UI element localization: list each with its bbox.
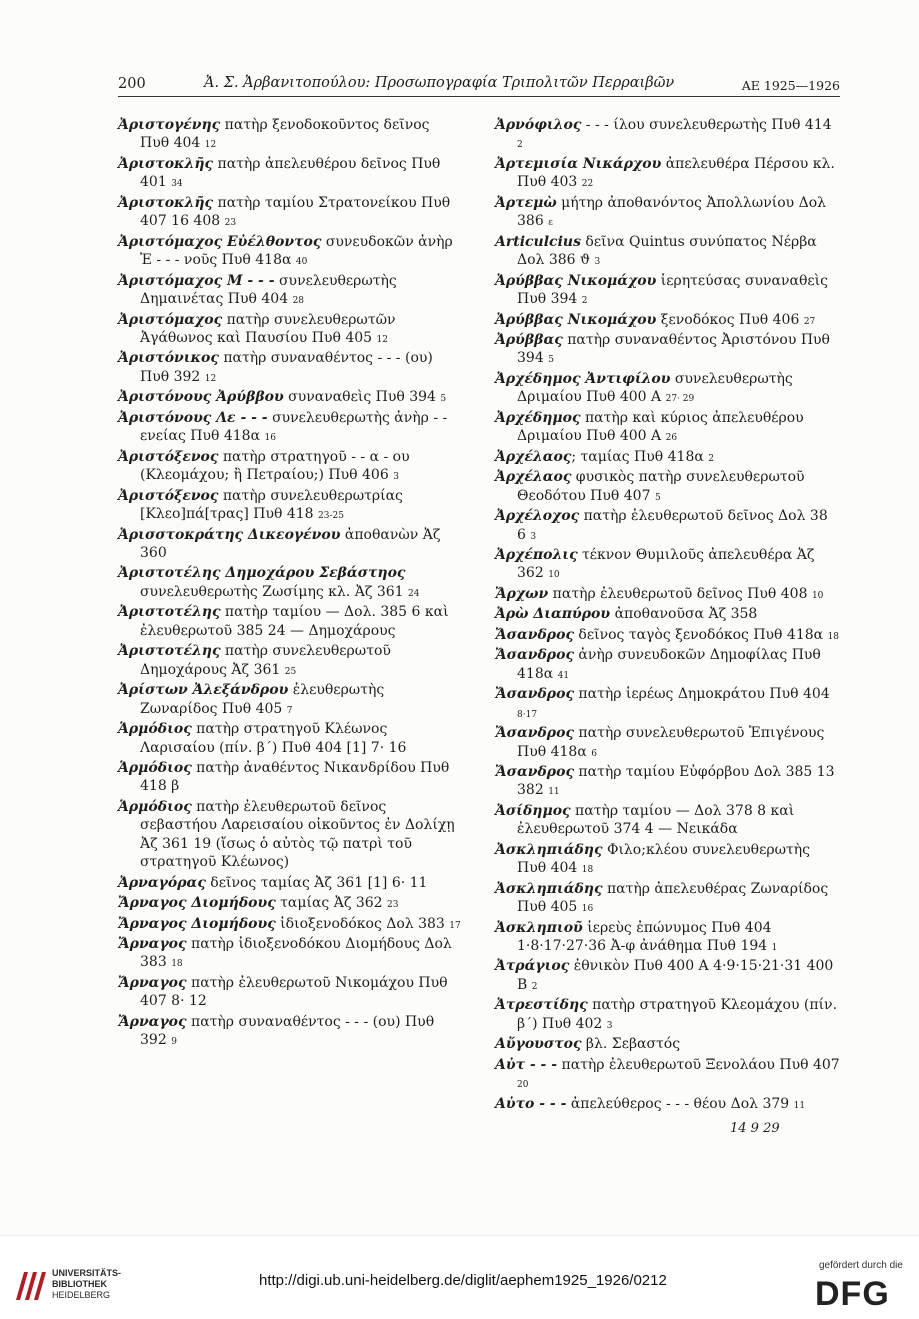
- entry-name: Ἀσκληπιοῦ: [495, 919, 583, 936]
- entry-name: Ἀριστόξενος: [118, 487, 219, 504]
- line-reference: 18: [581, 865, 594, 876]
- page-number: 200: [118, 76, 146, 92]
- index-entry: [495, 724, 840, 763]
- line-reference: 40: [295, 257, 308, 268]
- index-entry: [495, 841, 840, 880]
- line-reference: 3: [606, 1020, 613, 1031]
- entry-name: Ἁρμόδιος: [118, 759, 192, 776]
- entry-text: πατὴρ ταμίου — Δολ 378 8 καὶ ἐλευθερωτοῦ 374 4 — Νεικάδα: [517, 802, 795, 838]
- entry-text: μήτηρ ἀποθανόντος Ἀπολλωνίου Δολ 386: [517, 194, 827, 230]
- line-reference: 27: [803, 316, 816, 327]
- entry-name: Αὔγουστος: [495, 1036, 582, 1053]
- index-entry: [495, 507, 840, 546]
- entry-name: Ἁρμόδιος: [118, 798, 192, 815]
- line-reference: 9: [171, 1037, 177, 1048]
- index-entry: [495, 1095, 840, 1115]
- entry-name: Ἀρὼ Διαπύρου: [495, 606, 611, 623]
- index-entry: [495, 233, 840, 272]
- line-reference: 20: [517, 1080, 529, 1091]
- entry-text: πατὴρ συναναθέντος - - - (ου) Πυθ 392: [140, 350, 433, 385]
- entry-name: Ἀριστόνικος: [118, 350, 219, 367]
- index-entry: [118, 487, 463, 526]
- entry-text: πατὴρ ξενοδοκοῦντος δεῖνος Πυθ 404: [140, 117, 430, 152]
- entry-name: Ἀρναγόρας: [118, 874, 206, 891]
- entry-name: Ἄρναγος Διομήδους: [118, 895, 276, 912]
- index-entry: [118, 233, 463, 272]
- index-entry: [118, 974, 463, 1013]
- entry-name: Αὐτ - - -: [495, 1056, 558, 1073]
- entry-text: βλ. Σεβαστός: [581, 1036, 681, 1053]
- entry-text: πατὴρ καὶ κύριος ἀπελευθέρου Δριμαίου Πυθ 400 Α: [517, 409, 804, 445]
- index-entry: [495, 409, 840, 448]
- line-reference: 2: [517, 140, 523, 151]
- funding-note: gefördert durch die: [819, 1260, 903, 1271]
- entry-text: δεῖνα Quintus συνύπατος Νέρβα Δολ 386 ϑ: [517, 233, 817, 269]
- line-reference: 2: [531, 981, 538, 992]
- dfg-logo: DFG: [815, 1275, 890, 1313]
- source-url-link[interactable]: http://digi.ub.uni-heidelberg.de/diglit/aephem1925_1926/0212: [259, 1272, 667, 1289]
- index-entry: [495, 1056, 840, 1095]
- entry-text: φυσικὸς πατὴρ συνελευθερωτοῦ Θεοδότου Πυθ 407: [517, 469, 805, 504]
- entry-name: Ἀριστοτέλης: [118, 643, 221, 660]
- date-note: 14 9 29: [730, 1121, 780, 1136]
- entry-text: Φιλο;κλέου συνελευθερωτὴς Πυθ 404: [517, 841, 810, 877]
- journal-label: ΑΕ 1925—1926: [741, 78, 840, 93]
- line-reference: 6: [591, 748, 597, 759]
- line-reference: 28: [292, 296, 305, 307]
- line-reference: 3: [594, 257, 601, 268]
- line-reference: 23: [224, 218, 237, 229]
- entry-text: ἀποθανοῦσα Ἀζ 358: [610, 606, 758, 623]
- entry-text: συνελευθερωτὴς Ζωσίμης κλ. Ἀζ 361: [140, 583, 404, 600]
- entry-text: δεῖνος ταμίας Ἀζ 361 [1] 6· 11: [205, 874, 428, 891]
- entry-text: πατὴρ ἐλευθερωτοῦ Νικομάχου Πυθ 407 8· 12: [140, 974, 448, 1010]
- entry-name: Ἄσανδρος: [495, 725, 574, 742]
- index-entry: [118, 759, 463, 798]
- index-entry: [118, 272, 463, 311]
- entry-name: Ἀρτεμισία Νικάρχου: [495, 155, 662, 172]
- index-entry: [118, 526, 463, 565]
- right-column: [495, 116, 840, 1115]
- library-name: [52, 1268, 192, 1301]
- entry-name: Ἀριστοκλῆς: [118, 155, 214, 172]
- library-line: UNIVERSITÄTS-: [52, 1268, 122, 1278]
- entry-name: Ἀριστόμαχος: [118, 311, 223, 328]
- entry-name: Ἀριστόμαχος Μ - - -: [118, 272, 275, 289]
- entry-text: πατὴρ ἐλευθερωτοῦ δεῖνος Δολ 38 6: [517, 508, 828, 543]
- line-reference: 1: [771, 943, 778, 954]
- index-entry: [118, 194, 463, 233]
- line-reference: 12: [204, 373, 217, 384]
- index-entry: [118, 349, 463, 388]
- entry-name: Ἀριστοτέλης Δημοχάρου Σεβάστηος: [118, 565, 406, 582]
- entry-name: Ἄσανδρος: [495, 763, 574, 780]
- line-reference: 11: [548, 787, 560, 798]
- index-entry: [495, 1035, 840, 1055]
- line-reference: 25: [284, 666, 297, 677]
- entry-text: ἀνὴρ συνευδοκῶν Δημοφίλας Πυθ 418α: [517, 647, 821, 682]
- running-header: [118, 74, 840, 97]
- entry-text: πατὴρ ἀπελευθέρας Ζωναρίδος Πυθ 405: [517, 880, 829, 916]
- entry-name: Ἀρχέδημος: [495, 409, 581, 426]
- entry-name: Ἀρύββας Νικομάχου: [495, 272, 657, 289]
- entry-text: πατὴρ συναναθέντος Ἀριστόνου Πυθ 394: [517, 331, 830, 367]
- index-entry: [118, 720, 463, 759]
- index-entry: [118, 564, 463, 603]
- line-reference: 22: [581, 179, 594, 190]
- line-reference: 18: [171, 959, 183, 970]
- index-entry: [118, 915, 463, 935]
- entry-name: Ἁρμόδιος: [118, 721, 192, 738]
- index-entry: [118, 409, 463, 448]
- entry-text: πατὴρ ἐλευθερωτοῦ δεῖνος Πυθ 408: [548, 585, 808, 602]
- index-entry: [118, 603, 463, 642]
- library-line: BIBLIOTHEK: [52, 1279, 107, 1289]
- entry-name: Ἄρχων: [495, 585, 549, 602]
- entry-name: Ἀρισστοκράτης Δικεογένου: [118, 526, 341, 543]
- entry-name: Ἀσκληπιάδης: [495, 880, 603, 897]
- index-entry: [495, 605, 840, 625]
- entry-name: Ἀριστοτέλης: [118, 604, 221, 621]
- entry-text: ἰδιοξενοδόκος Δολ 383: [275, 915, 445, 932]
- entry-text: συνελευθερωτὴς Δημαινέτας Πυθ 404: [140, 272, 397, 308]
- entry-name: Ἀριστογένης: [118, 117, 221, 133]
- entry-name: Ἀτρεστίδης: [495, 997, 588, 1014]
- index-entry: [495, 194, 840, 233]
- index-entry: [495, 996, 840, 1035]
- line-reference: 27· 29: [665, 394, 695, 405]
- index-entry: [118, 894, 463, 914]
- index-entry: [495, 448, 840, 468]
- index-entry: [495, 585, 840, 605]
- entry-text: ἱερεὺς ἐπώνυμος Πυθ 404 1·8·17·27·36 Ἀ-φ ἀνάθημα Πυθ 194: [517, 919, 772, 955]
- entry-name: Ἀρχέλαος: [495, 448, 572, 465]
- entry-name: Ἄρναγος Διομήδους: [118, 915, 276, 932]
- entry-text: πατὴρ συνελευθερωτρίας [Κλεο]πά[τρας] Πυθ 418: [140, 487, 403, 523]
- entry-name: Ἄρναγος: [118, 1013, 187, 1030]
- index-entry: [118, 311, 463, 350]
- entry-name: Ἀρίστων Ἀλεξάνδρου: [118, 682, 289, 699]
- index-entry: [495, 370, 840, 409]
- line-reference: 11: [793, 1100, 806, 1111]
- index-entry: [118, 681, 463, 720]
- index-entry: [495, 646, 840, 685]
- line-reference: 26: [665, 433, 678, 444]
- library-logo-icon: [12, 1268, 48, 1304]
- line-reference: 10: [548, 570, 560, 581]
- line-reference: 5: [654, 492, 661, 503]
- entry-text: πατὴρ ταμίου Εὐφόρβου Δολ 385 13 382: [517, 763, 835, 799]
- entry-name: Ἀρχέδημος Ἀντιφίλου: [495, 370, 671, 387]
- entry-name: Ἄσανδρος: [495, 626, 574, 643]
- entry-text: πατὴρ ἐλευθερωτοῦ Ξενολάου Πυθ 407: [557, 1056, 840, 1073]
- index-entry: [495, 802, 840, 841]
- entry-text: πατὴρ στρατηγοῦ Κλέωνος Λαρισαίου (πίν. β΄) Πυθ 404 [1] 7· 16: [140, 721, 407, 756]
- line-reference: 24: [408, 588, 420, 599]
- entry-text: ταμίας Ἀζ 362: [275, 895, 383, 912]
- entry-text: ; ταμίας Πυθ 418α: [571, 448, 704, 465]
- entry-text: πατὴρ ταμίου Στρατονείκου Πυθ 407 16 408: [140, 194, 451, 230]
- entry-name: Αὐτο - - -: [495, 1095, 567, 1112]
- entry-text: πατὴρ στρατηγοῦ Κλεομάχου (πίν. β΄) Πυθ 402: [517, 997, 838, 1032]
- index-entry: [495, 331, 840, 370]
- index-entry: [495, 626, 840, 646]
- entry-name: Ἀτράγιος: [495, 958, 570, 975]
- entry-text: - - - ίλου συνελευθερωτὴς Πυθ 414: [581, 117, 832, 133]
- entry-name: Ἄρναγος: [118, 936, 187, 953]
- entry-text: ἀποθανὼν Ἀζ 360: [140, 526, 441, 561]
- entry-text: τέκνον Θυμιλοῦς ἀπελευθέρα Ἀζ 362: [517, 546, 815, 582]
- line-reference: 23-25: [318, 511, 344, 522]
- entry-text: ἱερητεύσας συναναθεὶς Πυθ 394: [517, 272, 828, 308]
- entry-name: Ἀριστόξενος: [118, 448, 219, 465]
- entry-name: Ἀριστόνους Ἀρύββου: [118, 389, 284, 406]
- entry-text: πατὴρ ταμίου — Δολ. 385 6 καὶ ἐλευθερωτοῦ 385 24 — Δημοχάρους: [140, 604, 449, 639]
- line-reference: 23: [387, 900, 399, 911]
- entry-text: ἀπελεύθερος - - - θέου Δολ 379: [566, 1095, 790, 1112]
- line-reference: 3: [530, 531, 537, 542]
- left-column: [118, 116, 463, 1052]
- index-entry: [495, 468, 840, 507]
- index-entry: [495, 880, 840, 919]
- line-reference: 17: [449, 920, 461, 931]
- entry-name: Ἀρνόφιλος: [495, 117, 582, 133]
- entry-name: Ἀρτεμὼ: [495, 194, 557, 211]
- index-entry: [118, 1013, 463, 1052]
- line-reference: 18: [827, 631, 840, 642]
- entry-name: Ἀριστοκλῆς: [118, 194, 214, 211]
- entry-text: δεῖνος ταγὸς ξενοδόκος Πυθ 418α: [573, 626, 824, 643]
- entry-text: ἀπελευθέρα Πέρσου κλ. Πυθ 403: [517, 155, 835, 191]
- entry-text: συνευδοκῶν ἀνὴρ Ἐ - - - νοῦς Πυθ 418α: [140, 233, 453, 269]
- entry-text: πατὴρ ἰδιοξενοδόκου Διομήδους Δολ 383: [140, 936, 452, 971]
- index-entry: [495, 546, 840, 585]
- index-entry: [495, 155, 840, 194]
- index-entry: [118, 448, 463, 487]
- entry-name: Ἀρύββας Νικομάχου: [495, 311, 657, 328]
- index-entry: [495, 763, 840, 802]
- index-entry: [118, 642, 463, 681]
- line-reference: 41: [557, 670, 570, 681]
- entry-name: Ἀρύββας: [495, 331, 563, 348]
- line-reference: 2: [708, 453, 715, 464]
- index-entry: [118, 874, 463, 894]
- index-entry: [118, 388, 463, 408]
- line-reference: ε: [548, 218, 553, 229]
- entry-text: ξενοδόκος Πυθ 406: [656, 311, 800, 328]
- entry-text: ἐθνικὸν Πυθ 400 Α 4·9·15·21·31 400 Β: [517, 958, 834, 993]
- line-reference: 2: [581, 296, 588, 307]
- entry-name: Ἀρχέλαος: [495, 469, 572, 486]
- index-entry: [118, 798, 463, 874]
- entry-name: Ἀρχέπολις: [495, 546, 578, 563]
- index-entry: [495, 685, 840, 724]
- entry-name: Ἄρναγος: [118, 974, 187, 991]
- line-reference: 8·17: [517, 709, 538, 720]
- index-entry: [495, 311, 840, 331]
- entry-name: Ἀρχέλοχος: [495, 508, 580, 525]
- entry-name: Articulcius: [495, 233, 581, 250]
- line-reference: 16: [264, 433, 276, 444]
- index-entry: [495, 919, 840, 958]
- library-line: HEIDELBERG: [52, 1290, 111, 1300]
- entry-text: πατὴρ ἀναθέντος Νικανδρίδου Πυθ 418 β: [140, 759, 450, 795]
- entry-text: συνελευθερωτὴς Δριμαίου Πυθ 400 Α: [517, 370, 793, 406]
- entry-name: Ἄσανδρος: [495, 647, 574, 664]
- line-reference: 7: [286, 705, 293, 716]
- entry-text: πατὴρ ἱερέως Δημοκράτου Πυθ 404: [573, 686, 830, 703]
- index-entry: [118, 116, 463, 155]
- entry-text: πατὴρ στρατηγοῦ - - α - ου (Κλεομάχου; ἢ Πετραίου;) Πυθ 406: [140, 448, 410, 484]
- index-entry: [495, 957, 840, 996]
- line-reference: 12: [204, 140, 217, 151]
- running-title: Ἀ. Σ. Ἀρβανιτοπούλου: Προσωπογραφία Τριπολιτῶν Περραιβῶν: [204, 75, 675, 91]
- line-reference: 12: [376, 334, 388, 345]
- entry-text: πατὴρ συνελευθερωτῶν Ἀγάθωνος καὶ Παυσίου Πυθ 405: [140, 311, 396, 346]
- line-reference: 34: [171, 179, 183, 190]
- entry-text: πατὴρ συναναθέντος - - - (ου) Πυθ 392: [140, 1013, 435, 1049]
- entry-name: Ἀσίδημος: [495, 802, 571, 819]
- entry-name: Ἀσκληπιάδης: [495, 841, 603, 858]
- entry-name: Ἀριστόμαχος Εὐέλθοντος: [118, 233, 322, 250]
- line-reference: 5: [440, 394, 447, 405]
- line-reference: 3: [393, 472, 399, 483]
- entry-text: πατὴρ συνελευθερωτοῦ Δημοχάρους Ἀζ 361: [140, 643, 391, 678]
- index-entry: [118, 155, 463, 194]
- index-entry: [495, 272, 840, 311]
- index-entry: [495, 116, 840, 155]
- line-reference: 10: [811, 590, 824, 601]
- entry-text: συναναθεὶς Πυθ 394: [283, 389, 436, 406]
- entry-text: συνελευθερωτὴς ἀνὴρ - - ενείας Πυθ 418α: [140, 409, 448, 445]
- entry-name: Ἄσανδρος: [495, 686, 574, 703]
- line-reference: 5: [548, 355, 554, 366]
- entry-text: πατὴρ συνελευθερωτοῦ Ἐπιγένους Πυθ 418α: [517, 725, 825, 760]
- entry-name: Ἀριστόνους Λε - - -: [118, 409, 268, 426]
- digitization-footer: [0, 1235, 919, 1319]
- entry-text: ἐλευθερωτὴς Ζωναρίδος Πυθ 405: [140, 682, 385, 717]
- line-reference: 16: [581, 904, 594, 915]
- entry-text: πατὴρ ἀπελευθέρου δεῖνος Πυθ 401: [140, 155, 441, 191]
- index-entry: [118, 935, 463, 974]
- entry-text: πατὴρ ἐλευθερωτοῦ δεῖνος σεβαστήου Λαρεισαίου οἰκοῦντος ἐν Δολίχῃ Ἀζ 361 19 (ἴσως ὁ αὐτὸς τῷ πατρὶ τοῦ στρατηγοῦ Κλέωνος): [140, 798, 455, 871]
